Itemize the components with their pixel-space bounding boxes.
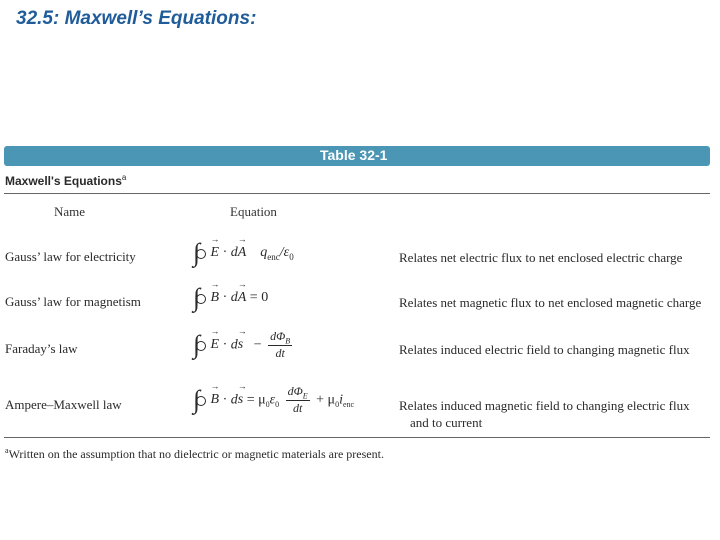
minus-sign: − — [253, 337, 262, 353]
numerator-subscript: B — [285, 336, 291, 346]
numerator-subscript: E — [302, 391, 308, 401]
equals-zero: = 0 — [249, 290, 269, 306]
fraction — [268, 329, 292, 361]
vector-symbol: → E — [211, 245, 220, 261]
table-header — [4, 146, 710, 166]
fraction-numerator — [268, 329, 292, 346]
table-subtitle-mark: a — [121, 173, 127, 182]
dot-operator: · — [222, 392, 228, 408]
differential-d: d — [230, 392, 238, 408]
vector-symbol: → B — [211, 392, 220, 408]
row-desc-gauss-electric: Relates net electric flux to net enclosed electric charge — [399, 250, 683, 265]
numerator-text: dΦ — [287, 384, 303, 398]
plus-mu-subscript: 0 — [335, 400, 340, 410]
dot-operator: · — [222, 245, 228, 261]
table-subtitle — [5, 173, 126, 188]
equation-ampere-maxwell — [193, 384, 354, 416]
differential-d: d — [230, 290, 238, 306]
equation-faraday — [193, 329, 295, 361]
differential-d: d — [230, 337, 238, 353]
epsilon-subscript: 0 — [275, 400, 280, 410]
closed-integral-icon: ∫ — [193, 240, 207, 266]
differential-d: d — [230, 245, 238, 261]
vector-symbol: → B — [211, 290, 220, 306]
permittivity-symbol: /ε — [279, 245, 290, 261]
closed-integral-icon: ∫ — [193, 332, 207, 358]
slide-title: 32.5: Maxwell’s Equations: — [16, 8, 257, 29]
fraction-denominator: dt — [292, 401, 303, 416]
closed-integral-icon: ∫ — [193, 387, 207, 413]
charge-symbol: q — [260, 245, 268, 261]
vector-symbol: → s — [238, 392, 243, 408]
vector-symbol: → s — [238, 337, 243, 353]
closed-integral-icon: ∫ — [193, 285, 207, 311]
vector-symbol: → A — [238, 245, 247, 261]
dot-operator: · — [222, 337, 228, 353]
current-subscript: enc — [342, 400, 355, 410]
mu-subscript: 0 — [265, 400, 270, 410]
dot-operator: · — [222, 290, 228, 306]
row-name-faraday: Faraday’s law — [5, 341, 78, 356]
row-desc-line2: and to current — [410, 415, 483, 430]
column-equation-header: Equation — [230, 204, 277, 219]
fraction-denominator: dt — [275, 346, 285, 361]
vector-symbol: → E — [211, 337, 220, 353]
row-desc-ampere-maxwell — [399, 397, 690, 431]
row-name-gauss-electric: Gauss’ law for electricity — [5, 249, 136, 264]
footnote-mark: a — [5, 446, 9, 455]
epsilon-symbol: ε — [269, 392, 276, 408]
row-name-ampere-maxwell: Ampere–Maxwell law — [5, 397, 122, 412]
equation-gauss-electric — [193, 240, 294, 266]
numerator-text: dΦ — [270, 329, 286, 343]
rule-top — [4, 193, 710, 194]
row-desc-line1: Relates induced magnetic field to changing electric flux — [399, 398, 690, 413]
rule-bottom — [4, 437, 710, 438]
row-name-gauss-magnetic: Gauss’ law for magnetism — [5, 294, 141, 309]
equals-mu: = μ — [246, 392, 266, 408]
permittivity-subscript: 0 — [289, 252, 294, 263]
current-symbol: i — [339, 392, 343, 408]
row-desc-gauss-magnetic: Relates net magnetic flux to net enclosed magnetic charge — [399, 295, 702, 310]
table-subtitle-text: Maxwell's Equations — [5, 174, 122, 188]
column-name-header: Name — [54, 204, 86, 219]
equation-gauss-magnetic — [193, 285, 268, 311]
footnote-text: Written on the assumption that no dielectric or magnetic materials are present. — [8, 447, 384, 461]
vector-symbol: → A — [238, 290, 247, 306]
row-desc-faraday: Relates induced electric field to changing magnetic flux — [399, 342, 690, 357]
plus-mu: + μ — [316, 392, 336, 408]
table-label: Table 32-1 — [320, 147, 388, 163]
fraction — [286, 384, 310, 416]
charge-subscript: enc — [267, 252, 280, 263]
table-footnote — [5, 446, 384, 462]
fraction-numerator — [286, 384, 310, 401]
